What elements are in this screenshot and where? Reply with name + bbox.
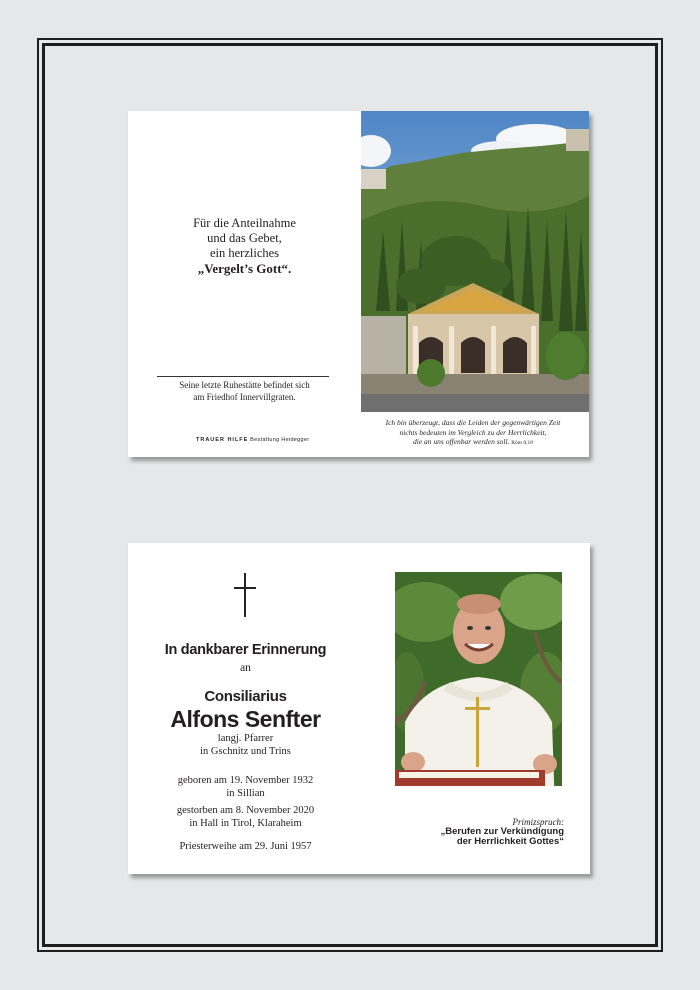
birth-line: in Sillian (226, 787, 265, 799)
thanks-line: ein herzliches (209, 246, 280, 260)
ordination-date: Priesterweihe am 29. Juni 1957 (179, 841, 312, 852)
rest-line: Seine letzte Ruhestätte befindet sich (179, 380, 310, 390)
birth-line: geboren am 19. November 1932 (177, 775, 314, 786)
quote-line-last (361, 437, 585, 449)
divider (157, 376, 329, 377)
primiz-line: „Berufen zur Verkündigung (440, 826, 564, 837)
honorific-title: Consiliarius (204, 688, 287, 705)
role-text (144, 733, 347, 758)
deceased-name: Alfons Senfter (170, 706, 321, 732)
card-back (128, 111, 589, 457)
primiz-line: der Herrlichkeit Gottes“ (456, 836, 564, 847)
quote-reference: Röm 8,18 (511, 440, 533, 446)
primiz-label: Primizspruch: (512, 817, 564, 827)
brand-logo: TRAUER HILFE (196, 437, 249, 443)
memorial-heading: In dankbarer Erinnerung (164, 642, 327, 658)
bible-quote (361, 418, 585, 449)
quote-line: die an uns offenbar werden soll. (413, 437, 510, 446)
cross-icon (234, 573, 256, 617)
portrait-photo (395, 572, 562, 810)
death-line: in Hall in Tirol, Klaraheim (189, 817, 302, 829)
birth-info (144, 775, 347, 800)
death-info (144, 805, 347, 830)
church-photo (361, 111, 589, 412)
primiz-saying (364, 817, 564, 847)
vergelts-gott: „Vergelt’s Gott“. (197, 261, 292, 276)
card-front (128, 543, 590, 874)
memorial-an: an (240, 662, 251, 674)
resting-place (128, 379, 361, 403)
thanks-line: Für die Anteilnahme (193, 216, 296, 230)
rest-line: am Friedhof Innervillgraten. (193, 392, 296, 402)
quote-line: nichts bedeuten im Vergleich zu der Herrlichkeit, (399, 427, 547, 437)
role-line: in Gschnitz und Trins (200, 745, 291, 757)
role-line: langj. Pfarrer (217, 733, 274, 744)
death-line: gestorben am 8. November 2020 (176, 805, 315, 816)
thanks-text (128, 216, 361, 276)
company-name: Bestattung Heidegger (250, 437, 310, 443)
thanks-line: und das Gebet, (207, 231, 282, 245)
funeral-home-credit (196, 437, 309, 443)
quote-line: Ich bin überzeugt, dass die Leiden der gegenwärtigen Zeit (385, 418, 561, 427)
